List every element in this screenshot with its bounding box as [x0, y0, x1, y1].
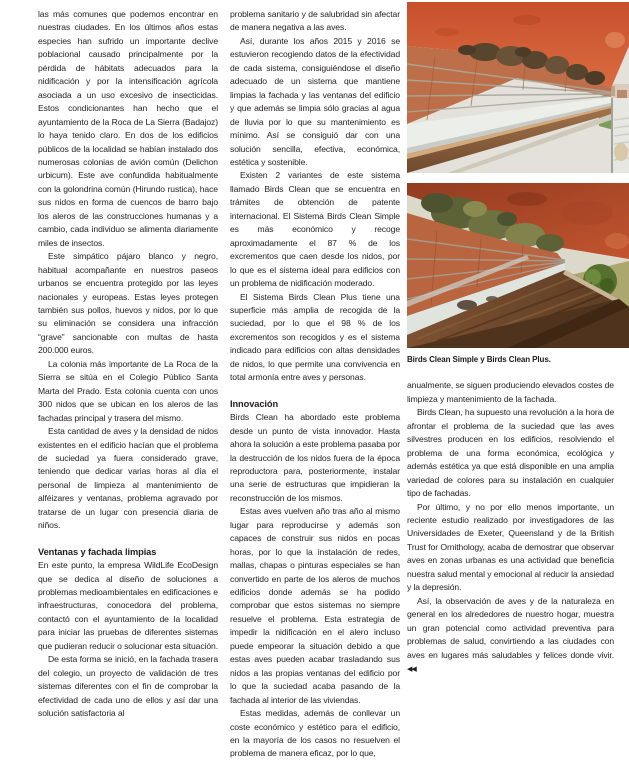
article-end-mark-icon: ◀◀ — [407, 665, 416, 673]
paragraph: Así, durante los años 2015 y 2016 se estuvieron recogiendo datos de la efectividad de cada sistema, consiguiéndose el diseño adecuado de un sistema que mantiene limpias la fachada y las ventanas del edificio y que además se limpia sólo gracias al agua de lluvia por lo que su mantenimiento es mínimo. Así se consiguió dar con una solución sencilla, efectiva, económica, estética y sostenible. — [230, 35, 400, 167]
paragraph: El Sistema Birds Clean Plus tiene una superficie más amplia de recogida de la suciedad, por lo que el 98 % de los excrementos son recogidos y es el sistema indicado para edificios con altas densidades de nidos, lo que permite una convivencia en total armonía entre aves y personas. — [230, 291, 400, 383]
paragraph: las más comunes que podemos encontrar en nuestras ciudades. En los últimos años estas especies han sufrido un importante declive poblacional causado principalmente por la pérdida de hábitats adecuados para la nidificación y por la intensificación agrícola asociada a un uso excesivo de insecticidas. Estos condicionantes han hecho que el ayuntamiento de la Roca de La Sierra (Badajoz) lo haya tenido claro. En dos de los edificios públicos de la localidad se habían instalado dos numerosas colonias de avión común (Delichon urbicum). Este ave confundida habitualmente con la golondrina común (Hirundo rustica), hace sus nidos en forma de cuencos de barro bajo los aleros de las construcciones humanas y a cambio, cada individuo se alimenta diariamente miles de insectos. — [38, 9, 218, 248]
paragraph: Por último, y no por ello menos importante, un reciente estudio realizado por investigadores de las Universidades de Exeter, Queensland y de la British Trust for Ornithology, acaba de demostrar que observar aves en zonas urbanas es una actividad que beneficia nuestra salud mental y emocional al reducir la ansiedad y la depresión. — [407, 501, 614, 593]
paragraph: La colonia más importante de La Roca de la Sierra se sitúa en el Colegio Público Santa Marta del Prado. Esta colonia cuenta con unos 300 nidos que se ubican en los aleros de las fachadas principal y trasera del mismo. — [38, 358, 218, 423]
paragraph: Existen 2 variantes de este sistema llamado Birds Clean que se encuentra en trámites de obtención de patente internacional. El Sistema Birds Clean Simple es más económico y recoge aproximadamente el 87 % de los excrementos que caen desde los nidos, por lo que es el sistema ideal para edificios con un problema de nidificación moderado. — [230, 170, 400, 289]
paragraph: Birds Clean ha abordado este problema desde un punto de vista innovador. Hasta ahora la solución a este problema pasaba por la destrucción de los nidos fuera de la época reproductora para, posteriormente, instalar una serie de estructuras que impidieran la reconstrucción de los mismos. — [230, 412, 400, 503]
paragraph: Birds Clean, ha supuesto una revolución a la hora de afrontar el problema de la suciedad que las aves silvestres producen en los edificios, resolviendo el problema de una forma económica, ecológica y además estética ya que está disponible en una amplia variedad de colores para su instalación en cualquier tipo de fachadas. — [407, 407, 614, 499]
photo-birds-clean-plus — [407, 183, 629, 348]
paragraph: En este punto, la empresa WildLife EcoDesign que se dedica al diseño de soluciones a problemas medioambientales en edificaciones e infraestructuras, conocedora del problema, contactó con el ayuntamiento de la localidad para iniciar las pruebas de diferentes sistemas que pudieran reducir o solucionar esta situación. — [38, 560, 218, 651]
photo-caption: Birds Clean Simple y Birds Clean Plus. — [407, 355, 551, 364]
paragraph: Estas medidas, además de conllevar un coste económico y estético para el edificio, en la mayoría de los casos no resuelven el problema de manera eficaz, por lo que, — [230, 708, 400, 759]
paragraph — [407, 595, 614, 677]
section-heading-ventanas: Ventanas y fachada limpias — [38, 546, 157, 557]
paragraph: problema sanitario y de salubridad sin afectar de manera negativa a las aves. — [230, 9, 400, 33]
photo-birds-clean-simple — [407, 2, 629, 173]
paragraph: anualmente, se siguen produciendo elevados costes de limpieza y mantenimiento de la fachada. — [407, 380, 614, 404]
section-heading-innovacion: Innovación — [230, 398, 279, 409]
paragraph: Este simpático pájaro blanco y negro, habitual acompañante en nuestros paseos urbanos se encuentra protegido por las leyes nacionales y europeas. Estas leyes protegen también sus pollos, huevos y nidos, por lo que su eliminación se considera una infracción “grave” sancionable con multas de hasta 200.000 euros. — [38, 251, 218, 356]
paragraph: Estas aves vuelven año tras año al mismo lugar para reproducirse y además son capaces de construir sus nidos en pocas horas, por lo que la instalación de redes, mallas, chapas o pinturas especiales se han convertido en parte de los aleros de muchos edificios donde además se ha podido comprobar que estos sistemas no siempre resuelve el problema. Esta estrategia de impedir la nidificación en el alero incluso puede empeorar la situación debido a que estas aves pueden acabar trasladando sus nidos a las propias ventanas del edificio por lo que la suciedad acaba pasando de la fachada al interior de las viviendas. — [230, 506, 400, 705]
photo-figure — [407, 2, 629, 366]
text-column-1 — [38, 8, 218, 721]
text-column-2 — [230, 8, 400, 761]
paragraph-text: Así, la observación de aves y de la naturaleza en general en los alrededores de nuestro hogar, muestra un gran potencial como actividad preventiva para problemas de salud, convirtiendo a las ciudades con aves en lugares más saludables y felices donde vivir. — [407, 595, 614, 660]
paragraph: De esta forma se inició, en la fachada trasera del colegio, un proyecto de validación de tres sistemas diferentes con el fin de comprobar la efectividad de cada uno de ellos y así dar una solución satisfactoria al — [38, 654, 218, 719]
text-column-3 — [407, 2, 614, 676]
paragraph: Esta cantidad de aves y la densidad de nidos existentes en el edificio hacían que el problema de suciedad ya fuera considerado grave, teniendo que dedicar varias horas al día el personal de limpieza al mantenimiento de alféizares y ventanas, problema agravado por tratarse de un lugar con presencia diaria de niños. — [38, 426, 218, 531]
